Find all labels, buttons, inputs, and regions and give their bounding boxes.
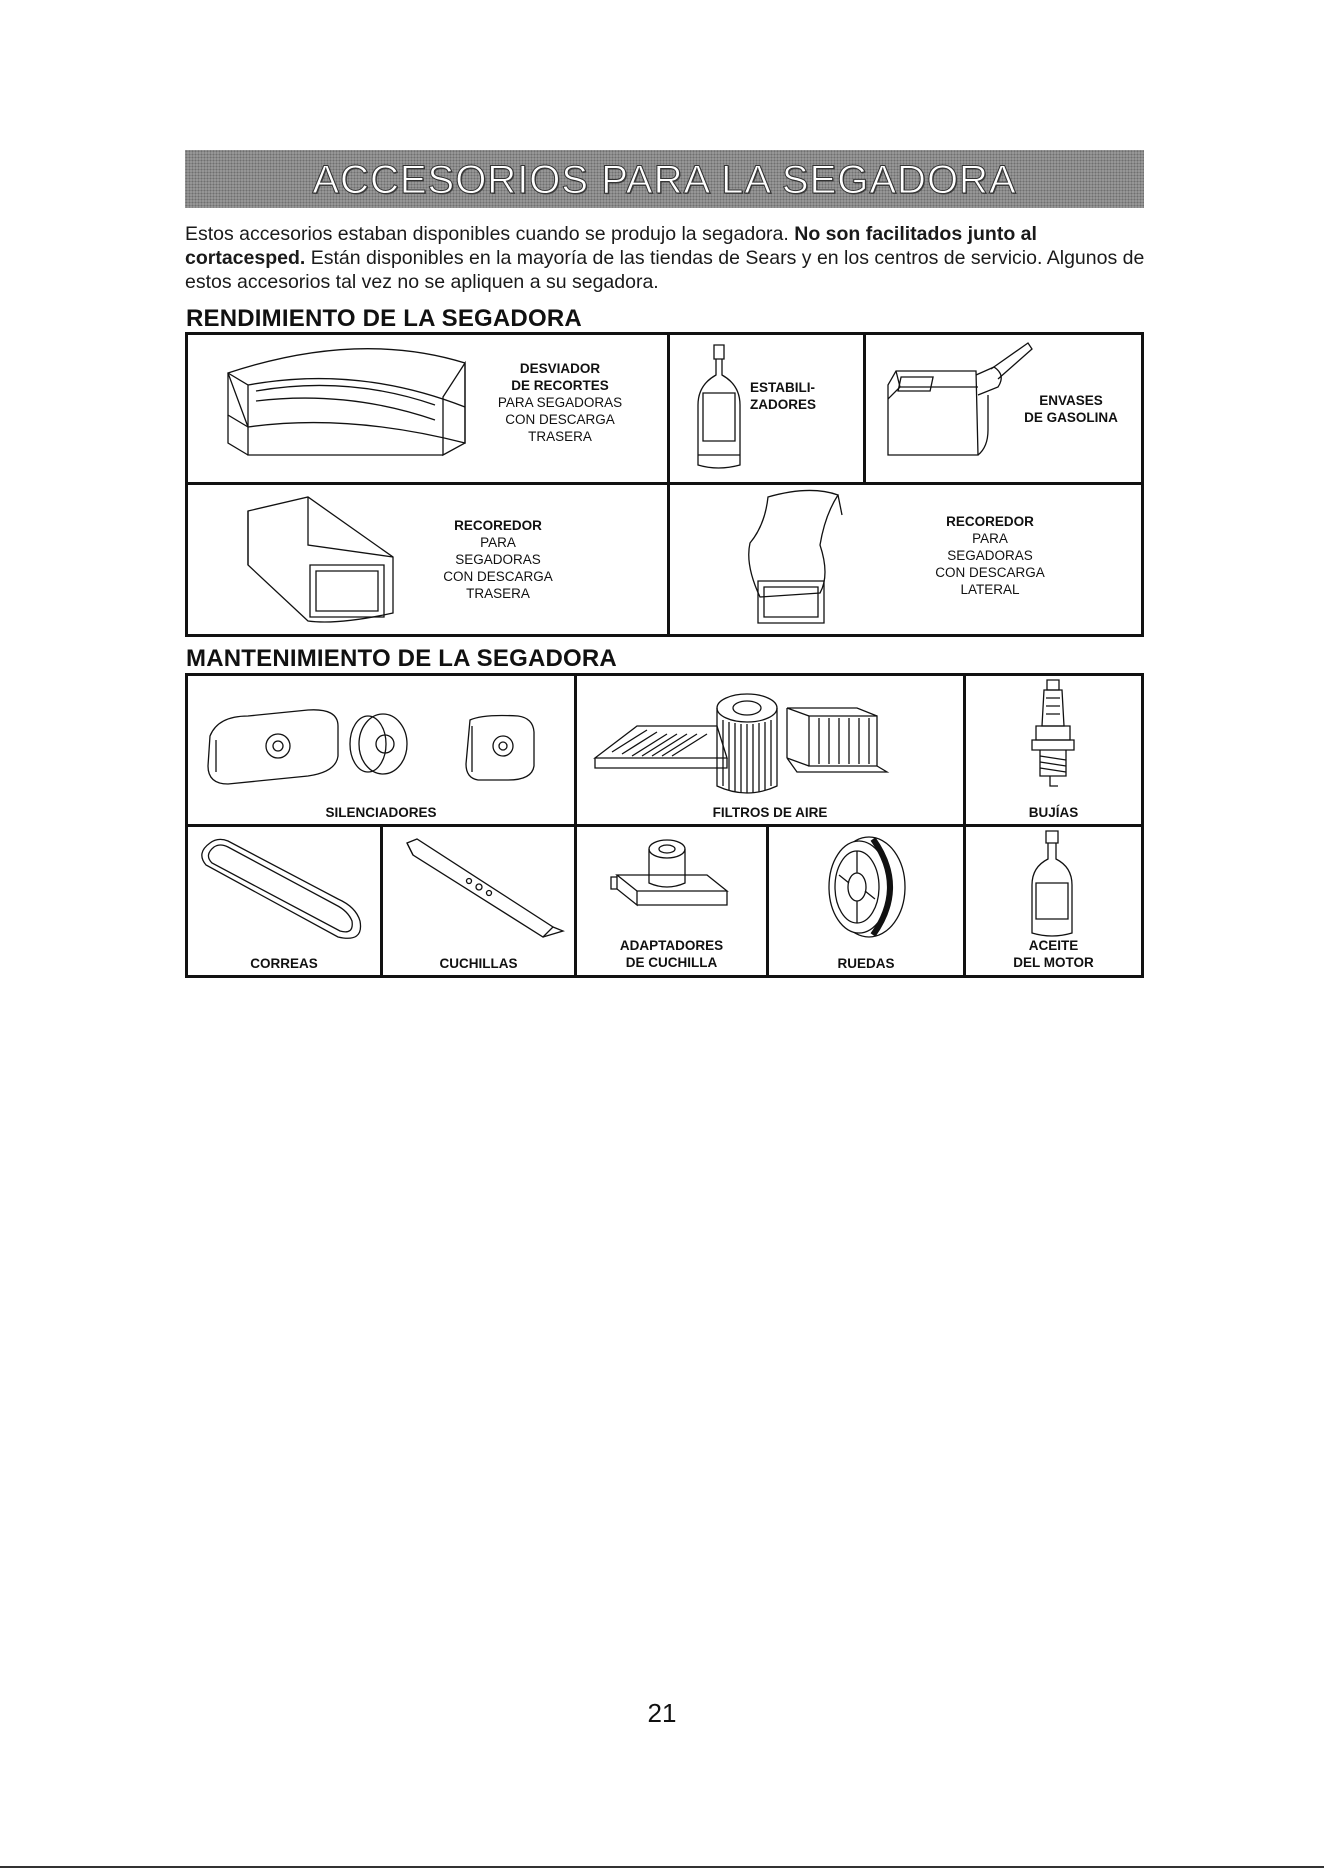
intro-sentence-1: Estos accesorios estaban disponibles cuando se produjo la segadora. <box>185 223 789 245</box>
maintenance-heading: MANTENIMIENTO DE LA SEGADORA <box>186 645 617 672</box>
product-cell-gas-can <box>866 335 1141 482</box>
wheel-icon <box>769 827 963 975</box>
maintenance-grid <box>185 673 1144 978</box>
product-cell-mufflers <box>188 676 574 824</box>
belt-icon <box>188 827 380 975</box>
product-label-wheel: RUEDAS <box>837 956 895 971</box>
product-label-deflector: DESVIADOR DE RECORTES PARA SEGADORAS CON DESCARGA TRASERA <box>497 361 623 444</box>
product-cell-side-bagger <box>670 485 1141 634</box>
product-label-stabilizer: ESTABILI- ZADORES <box>750 380 817 412</box>
product-cell-belt <box>188 827 380 975</box>
title-banner <box>185 150 1144 208</box>
spark-plug-icon <box>966 676 1141 824</box>
intro-paragraph <box>185 222 1147 294</box>
page-title: ACCESORIOS PARA LA SEGADORA <box>312 158 1017 202</box>
product-cell-air-filters <box>577 676 963 824</box>
performance-heading: RENDIMIENTO DE LA SEGADORA <box>186 305 582 332</box>
product-label-blade: CUCHILLAS <box>439 956 518 971</box>
intro-sentence-2: No son facilitados junto al cortacesped. <box>185 223 1037 269</box>
product-label-mufflers: SILENCIADORES <box>325 805 437 820</box>
page-number: 21 <box>647 1698 677 1728</box>
product-cell-deflector <box>188 335 667 482</box>
product-cell-blade-adapter <box>577 827 766 975</box>
blade-icon <box>383 827 574 975</box>
product-label-belt: CORREAS <box>250 956 318 971</box>
product-cell-spark-plug <box>966 676 1141 824</box>
product-cell-wheel <box>769 827 963 975</box>
product-cell-blade <box>383 827 574 975</box>
product-cell-rear-bagger <box>188 485 667 634</box>
mufflers-icon <box>188 676 574 824</box>
performance-grid <box>185 332 1144 637</box>
product-cell-stabilizer <box>670 335 863 482</box>
product-label-air-filters: FILTROS DE AIRE <box>712 805 828 820</box>
air-filters-icon <box>577 676 963 824</box>
product-label-gas-can: ENVASES DE GASOLINA <box>1024 393 1118 425</box>
intro-sentence-3: Están disponibles en la mayoría de las tiendas de Sears y en los centros de servicio. Algunos de estos accesorios tal vez no se apliquen a su segadora. <box>185 247 1145 293</box>
product-label-spark-plug: BUJÍAS <box>1028 805 1079 820</box>
product-label-blade-adapter: ADAPTADORES DE CUCHILLA <box>619 938 724 970</box>
bottom-rule <box>0 1866 1324 1868</box>
product-cell-engine-oil <box>966 827 1141 975</box>
product-label-engine-oil: ACEITE DEL MOTOR <box>1013 938 1094 970</box>
product-label-side-bagger: RECOREDOR PARA SEGADORAS CON DESCARGA LATERAL <box>935 514 1045 597</box>
product-label-rear-bagger: RECOREDOR PARA SEGADORAS CON DESCARGA TRASERA <box>443 518 553 601</box>
